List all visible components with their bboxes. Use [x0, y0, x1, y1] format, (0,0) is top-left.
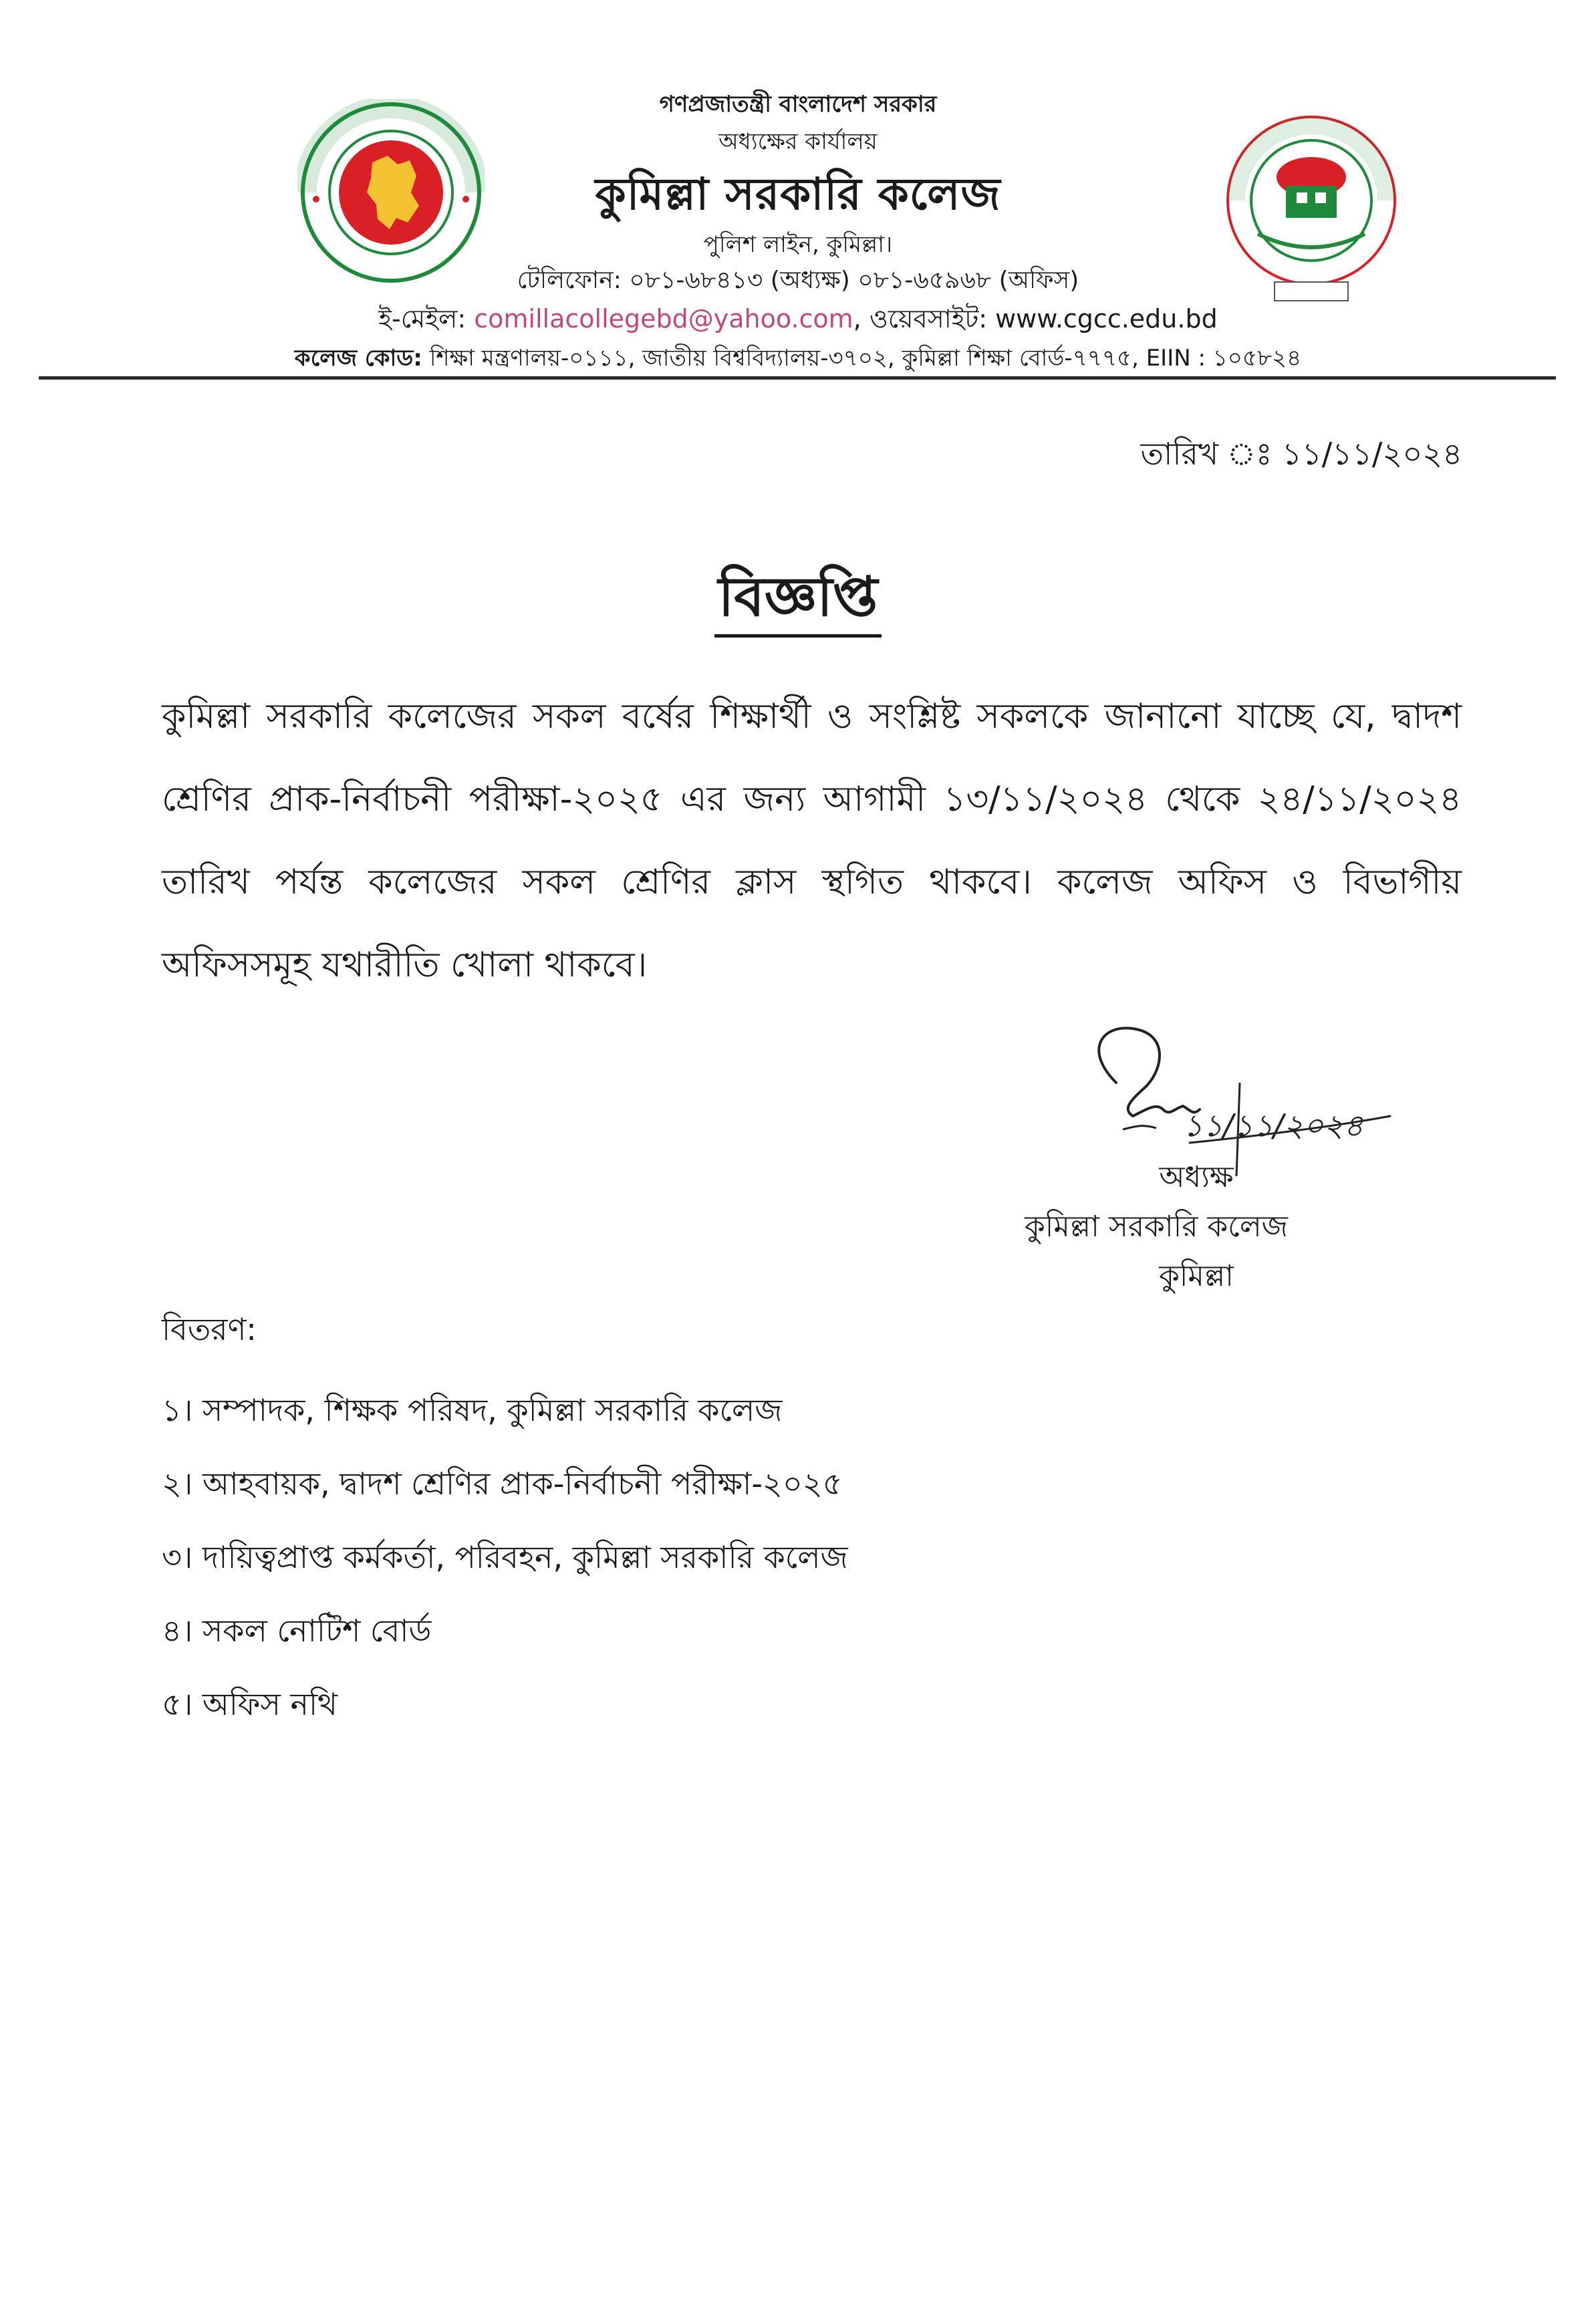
- signatory-designation: অধ্যক্ষ: [1159, 1160, 1234, 1194]
- signatory-block: [922, 1153, 1390, 1301]
- signatory-city: কুমিল্লা: [1159, 1259, 1234, 1293]
- notice-title-text: বিজ্ঞপ্তি: [714, 565, 882, 638]
- college-name: কুমিল্লা সরকারি কলেজ: [595, 168, 1001, 220]
- notice-date: তারিখ ঃ ১১/১১/২০২৪: [1140, 436, 1462, 472]
- contact-line: [0, 299, 1596, 342]
- website-label: , ওয়েবসাইট:: [853, 304, 996, 333]
- government-name: গণপ্রজাতন্ত্রী বাংলাদেশ সরকার: [659, 91, 937, 118]
- notice-title: [0, 555, 1596, 646]
- signature-date-text: ১১/১১/২০২৪: [1183, 1107, 1363, 1143]
- email-label: ই-মেইল:: [378, 304, 475, 333]
- website-url: www.cgcc.edu.bd: [995, 304, 1218, 333]
- codes-label: কলেজ কোড:: [294, 345, 422, 372]
- list-item: ৪। সকল নোটিশ বোর্ড: [162, 1613, 432, 1649]
- header-divider: [39, 376, 1556, 380]
- office-name: অধ্যক্ষের কার্যালয়: [718, 128, 878, 155]
- list-item: ৫। অফিস নথি: [162, 1686, 338, 1722]
- distribution-label: বিতরণ:: [162, 1311, 257, 1347]
- phone-numbers: টেলিফোন: ০৮১-৬৮৪১৩ (অধ্যক্ষ) ০৮১-৬৫৯৬৮ (অফিস): [517, 267, 1079, 294]
- college-address: পুলিশ লাইন, কুমিল্লা।: [703, 231, 893, 258]
- email-address: comillacollegebd@yahoo.com: [474, 304, 853, 333]
- signatory-college: কুমিল্লা সরকারি কলেজ: [1024, 1210, 1289, 1244]
- list-item: ২। আহবায়ক, দ্বাদশ শ্রেণির প্রাক-নির্বাচনী পরীক্ষা-২০২৫: [162, 1466, 843, 1502]
- codes-value: শিক্ষা মন্ত্রণালয়-০১১১, জাতীয় বিশ্ববিদ্যালয়-৩৭০২, কুমিল্লা শিক্ষা বোর্ড-৭৭৭৫, EIIN : ১০৫৮২৪: [422, 345, 1302, 372]
- list-item: ৩। দায়িত্বপ্রাপ্ত কর্মকর্তা, পরিবহন, কুমিল্লা সরকারি কলেজ: [162, 1539, 848, 1575]
- college-codes: [0, 341, 1596, 379]
- notice-body: কুমিল্লা সরকারি কলেজের সকল বর্ষের শিক্ষার্থী ও সংশ্লিষ্ট সকলকে জানানো যাচ্ছে যে, দ্বাদশ শ্রেণির প্রাক-নির্বাচনী পরীক্ষা-২০২৫ এর জন্য আগামী ১৩/১১/২০২৪ থেকে ২৪/১১/২০২৪ তারিখ পর্যন্ত কলেজের সকল শ্রেণির ক্লাস স্থগিত থাকবে। কলেজ অফিস ও বিভাগীয় অফিসসমূহ যথারীতি খোলা থাকবে।: [162, 696, 1462, 985]
- list-item: ১। সম্পাদক, শিক্ষক পরিষদ, কুমিল্লা সরকারি কলেজ: [162, 1392, 783, 1428]
- distribution-list: [162, 1373, 848, 1741]
